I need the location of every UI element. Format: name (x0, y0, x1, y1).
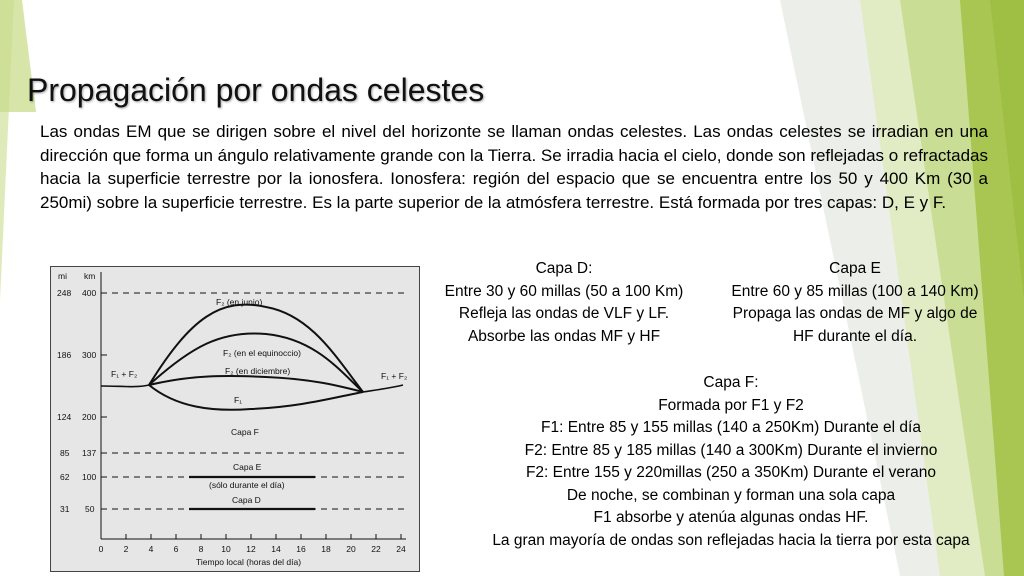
f1-curve (149, 385, 363, 410)
x-tick-label-0: 0 (98, 544, 104, 554)
mi-header: mi (58, 271, 67, 281)
x-tick-label-2: 2 (123, 544, 129, 554)
layer-e-line: Entre 60 y 85 millas (100 a 140 Km) (731, 282, 979, 300)
y-tick-mi-62: 62 (60, 472, 70, 482)
y-tick-km-200: 200 (82, 412, 97, 422)
y-tick-km-100: 100 (82, 472, 97, 482)
label-f1f2-left: F₁ + F₂ (111, 369, 138, 379)
y-tick-mi-186: 186 (57, 350, 72, 360)
f2-equinox-curve (149, 333, 363, 392)
x-tick-label-4: 4 (148, 544, 154, 554)
label-f2-december: F₂ (en diciembre) (225, 366, 291, 376)
y-tick-mi-248: 248 (57, 288, 72, 298)
label-f2-equinox: F₂ (en el equinoccio) (223, 348, 301, 358)
layer-f-line: F2: Entre 85 y 185 millas (140 a 300Km) Durante el invierno (524, 441, 938, 459)
layer-f-line: F1 absorbe y atenúa algunas ondas HF. (593, 509, 869, 526)
layer-f-line: La gran mayoría de ondas son reflejadas hacia la tierra por esta capa (492, 531, 970, 549)
label-capa-e: Capa E (233, 462, 262, 472)
x-tick-0 (99, 534, 104, 554)
layer-d-title: Capa D: (535, 260, 593, 277)
layer-e-line: HF durante el día. (792, 327, 918, 345)
y-tick-124 (57, 412, 107, 422)
x-tick-12 (246, 534, 256, 554)
x-tick-label-16: 16 (296, 544, 306, 554)
layer-f-line: F1: Entre 85 y 155 millas (140 a 250Km) Durante el día (541, 419, 921, 436)
x-tick-6 (174, 534, 179, 554)
ionosphere-diagram (50, 266, 420, 572)
layer-d-description (428, 258, 700, 348)
layer-f-title: Capa F: (703, 374, 759, 391)
y-tick-mi-124: 124 (57, 412, 72, 422)
slide-title: Propagación por ondas celestes (27, 72, 485, 108)
f2-december-curve (149, 376, 363, 392)
x-tick-4 (149, 534, 154, 554)
x-tick-label-18: 18 (321, 544, 331, 554)
combined-night-right-curve (363, 385, 403, 392)
layer-f-line: F2: Entre 155 y 220millas (250 a 350Km) Durante el verano (525, 464, 937, 481)
y-tick-85 (60, 448, 405, 458)
x-tick-22 (371, 534, 381, 554)
km-header: km (84, 271, 96, 281)
y-tick-km-50: 50 (85, 504, 95, 514)
layer-f-line: Formada por F1 y F2 (658, 396, 804, 414)
label-capa-e-note: (sólo durante el día) (209, 480, 285, 490)
y-tick-mi-85: 85 (60, 448, 70, 458)
x-tick-20 (346, 534, 356, 554)
y-tick-186 (57, 350, 107, 360)
x-tick-10 (221, 534, 231, 554)
label-f1: F₁ (234, 395, 243, 405)
x-tick-label-12: 12 (246, 544, 256, 554)
combined-night-left-curve (101, 385, 149, 387)
layer-d-line: Entre 30 y 60 millas (50 a 100 Km) (444, 282, 684, 300)
x-tick-label-8: 8 (198, 544, 204, 554)
x-ticks (99, 534, 406, 554)
y-tick-km-137: 137 (82, 448, 97, 458)
label-capa-d: Capa D (232, 495, 261, 505)
ionosphere-diagram-svg (51, 267, 421, 573)
y-tick-km-400: 400 (82, 288, 97, 298)
x-tick-14 (271, 534, 281, 554)
x-axis-label: Tiempo local (horas del día) (196, 557, 302, 567)
layer-e-line: Propaga las ondas de MF y algo de (732, 305, 978, 322)
x-tick-2 (124, 534, 129, 554)
label-f2-june: F₂ (en junio) (216, 297, 263, 307)
x-tick-label-14: 14 (271, 544, 281, 554)
left-green-band-lower (0, 0, 14, 300)
y-tick-mi-31: 31 (60, 504, 70, 514)
x-tick-label-20: 20 (346, 544, 356, 554)
x-tick-24 (396, 534, 406, 554)
layer-e-title: Capa E (829, 260, 881, 277)
x-tick-16 (296, 534, 306, 554)
label-capa-f: Capa F (231, 427, 259, 437)
label-f1f2-right: F₁ + F₂ (381, 371, 408, 381)
layer-e-description (712, 258, 998, 348)
intro-paragraph: Las ondas EM que se dirigen sobre el nivel del horizonte se llaman ondas celestes. Las ondas celestes se irradian en una dirección que forma un ángulo relativamente grande con la Tierra. Se irradia hacia el cielo, donde son reflejadas o refractadas hacia la superficie terrestre por la ionosfera. Ionosfera: región del espacio que se encuentra entre los 50 y 400 Km (30 a 250mi) sobre la superficie terrestre. Es la parte superior de la atmósfera terrestre. Está formada por tres capas: D, E y F. (40, 122, 988, 212)
layer-d-line: Refleja las ondas de VLF y LF. (458, 305, 670, 322)
x-tick-18 (321, 534, 331, 554)
x-tick-label-22: 22 (371, 544, 381, 554)
x-tick-8 (199, 534, 204, 554)
layer-d-line: Absorbe las ondas MF y HF (467, 327, 661, 345)
layer-f-description (456, 372, 1006, 552)
x-tick-label-6: 6 (173, 544, 179, 554)
x-tick-label-10: 10 (221, 544, 231, 554)
layer-f-line: De noche, se combinan y forman una sola capa (566, 486, 896, 504)
x-tick-label-24: 24 (396, 544, 406, 554)
y-tick-km-300: 300 (82, 350, 97, 360)
